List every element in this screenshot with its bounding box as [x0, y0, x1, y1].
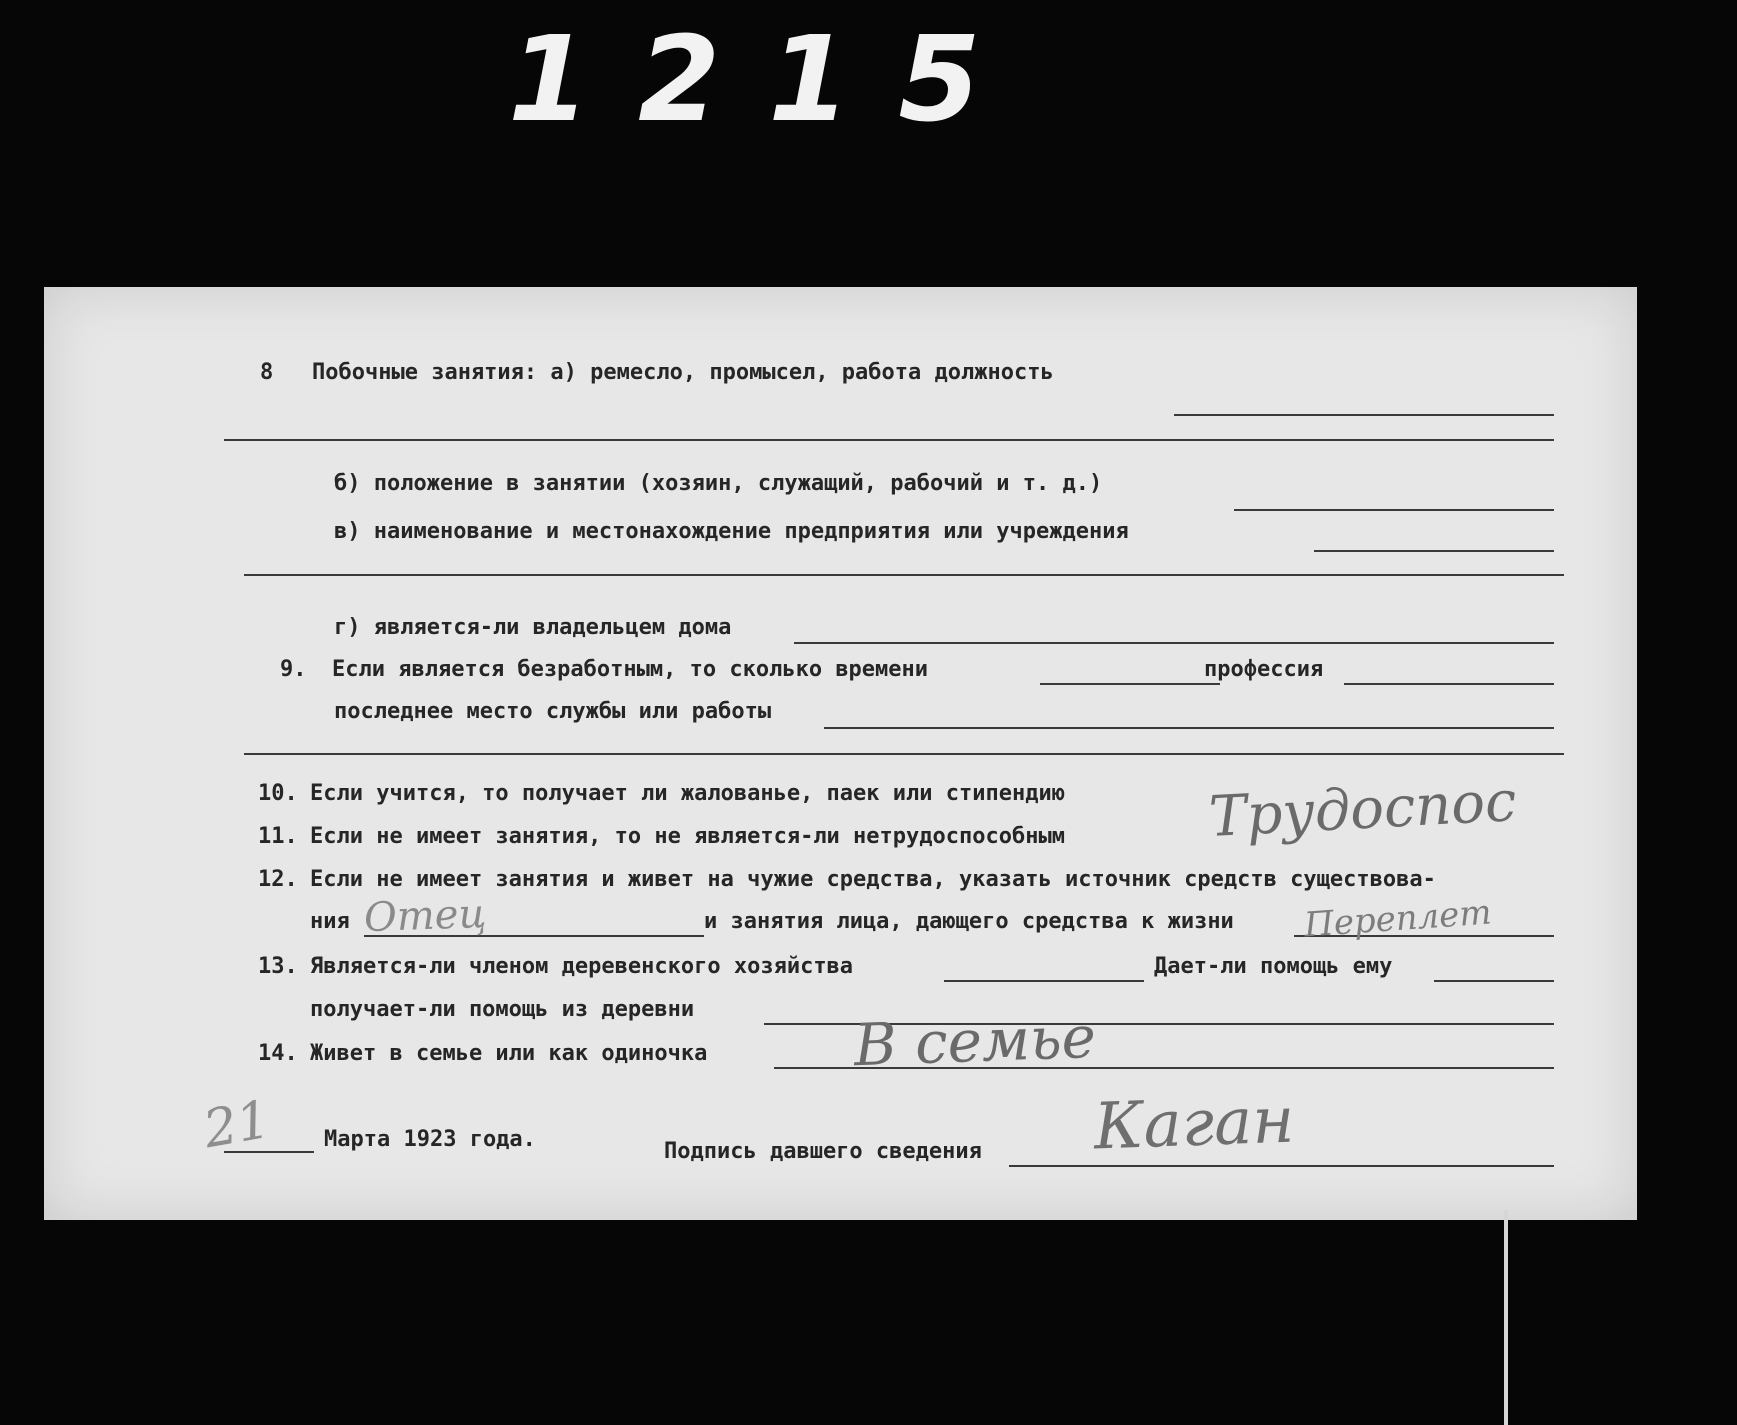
footer-signature-fill-line: [1009, 1165, 1554, 1167]
q13-member-fill-line: [944, 980, 1144, 982]
q13-number: 13.: [258, 954, 298, 979]
handwritten-source: Отец: [363, 890, 488, 942]
q14-line: [258, 1041, 707, 1067]
q10-line: [258, 781, 1065, 807]
footer-signature-label: Подпись давшего сведения: [664, 1139, 982, 1164]
q8-v-continuation-line: [244, 574, 1564, 576]
q9-profession-label: профессия: [1204, 657, 1324, 682]
q12-line-1-text: Если не имеет занятия и живет на чужие средства, указать источник средств существова-: [310, 867, 1436, 892]
q12-line-1: [258, 867, 1436, 893]
handwritten-occupation: Переплет: [1302, 892, 1493, 946]
q8-a-fill-line: [1174, 414, 1554, 416]
q8-number: 8: [260, 360, 274, 385]
census-form-card: [44, 287, 1637, 1220]
q9-line-1: [280, 657, 928, 683]
q9-line-1-text: Если является безработным, то сколько времени: [332, 657, 929, 682]
q13-line-1-text: Является-ли членом деревенского хозяйства: [310, 954, 854, 979]
q13-help-fill-line: [1434, 980, 1554, 982]
q8-a-text: Побочные занятия: а) ремесло, промысел, работа должность: [312, 360, 1054, 385]
q10-text: Если учится, то получает ли жалованье, паек или стипендию: [310, 781, 1065, 806]
q9-line-2: последнее место службы или работы: [334, 699, 772, 724]
q9-number: 9.: [280, 657, 307, 682]
q9-profession-fill-line: [1344, 683, 1554, 685]
q11-line: [258, 824, 1065, 850]
q8-b-fill-line: [1234, 509, 1554, 511]
q9-continuation-line: [244, 753, 1564, 755]
q14-number: 14.: [258, 1041, 298, 1066]
q14-text: Живет в семье или как одиночка: [310, 1041, 708, 1066]
q12-number: 12.: [258, 867, 298, 892]
handwritten-answer-14: В семье: [852, 1002, 1097, 1080]
q8-line-b: б) положение в занятии (хозяин, служащий, рабочий и т. д.): [334, 471, 1103, 496]
q9-duration-fill-line: [1040, 683, 1220, 685]
q8-line-v: в) наименование и местонахождение предприятия или учреждения: [334, 519, 1129, 544]
q12-line-2b: и занятия лица, дающего средства к жизни: [704, 909, 1234, 934]
handwritten-day: 21: [199, 1089, 275, 1161]
q8-g-fill-line: [794, 642, 1554, 644]
handwritten-answer-11: Трудоспос: [1207, 769, 1518, 850]
q11-text: Если не имеет занятия, то не является-ли нетрудоспособным: [310, 824, 1065, 849]
q12-line-2a: ния: [310, 909, 350, 934]
q13-line-1: [258, 954, 853, 980]
handwritten-signature: Каган: [1092, 1083, 1296, 1165]
q10-number: 10.: [258, 781, 298, 806]
q8-line-g: г) является-ли владельцем дома: [334, 615, 732, 640]
q11-number: 11.: [258, 824, 298, 849]
q8-a-continuation-line: [224, 439, 1554, 441]
frame-number: 1215: [508, 10, 1029, 148]
q8-v-fill-line: [1314, 550, 1554, 552]
q13-line-2: получает-ли помощь из деревни: [310, 997, 695, 1022]
film-edge-line: [1504, 1210, 1508, 1425]
q13-help-label: Дает-ли помощь ему: [1154, 954, 1393, 979]
q8-line-a: [260, 360, 1054, 386]
q9-line-2-fill-line: [824, 727, 1554, 729]
footer-month-year: Марта 1923 года.: [324, 1127, 536, 1152]
